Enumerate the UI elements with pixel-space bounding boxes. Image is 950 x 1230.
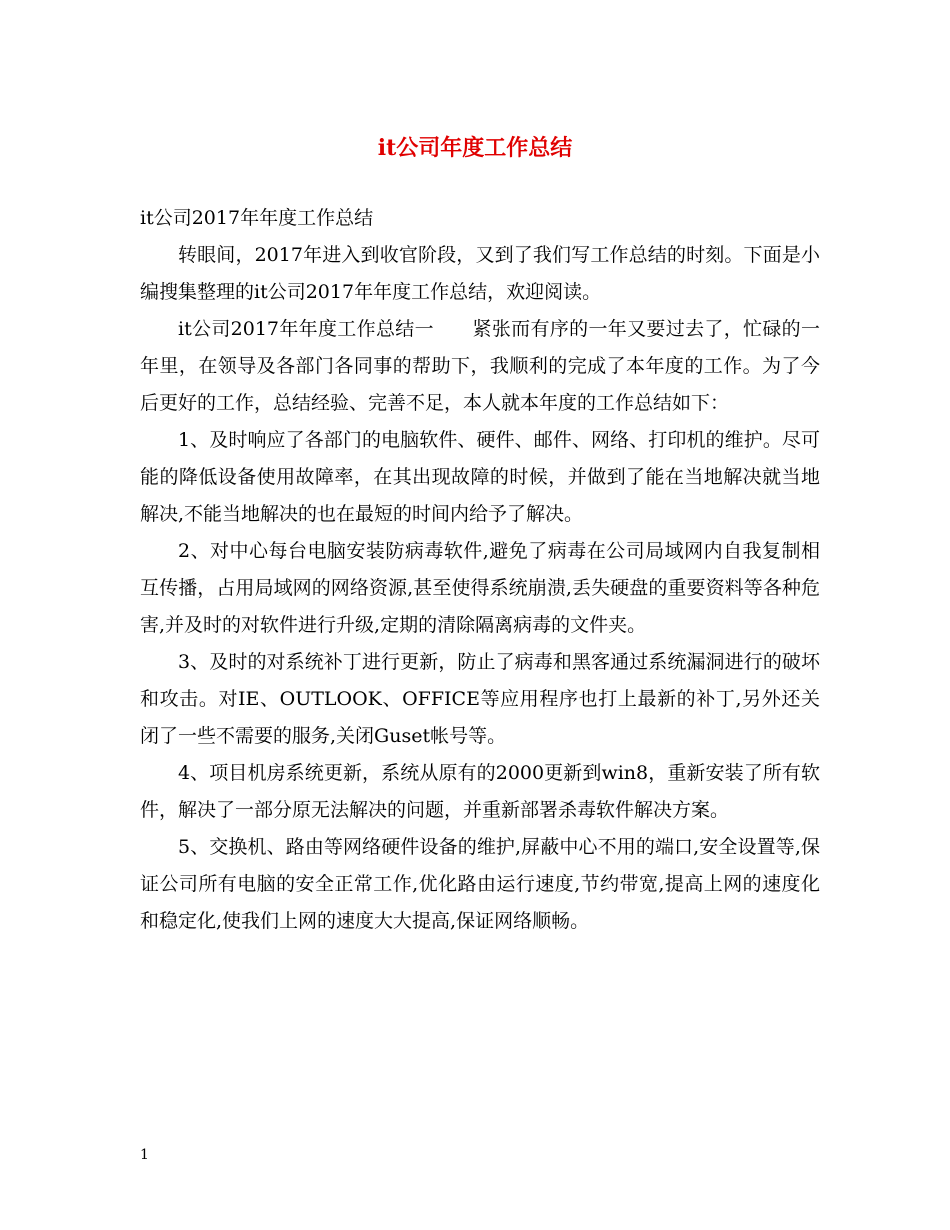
paragraph-item-1: 1、及时响应了各部门的电脑软件、硬件、邮件、网络、打印机的维护。尽可能的降低设备使用故障率，在其出现故障的时候，并做到了能在当地解决就当地解决,不能当地解决的也在最短的时间内给予了解决。 (140, 429, 820, 525)
document-title: it公司年度工作总结 (377, 135, 573, 161)
paragraph-subtitle: it公司2017年年度工作总结 (140, 207, 374, 229)
paragraph-item-4: 4、项目机房系统更新，系统从原有的2000更新到win8，重新安装了所有软件，解决了一部分原无法解决的问题，并重新部署杀毒软件解决方案。 (140, 762, 820, 821)
paragraph-summary-one: it公司2017年年度工作总结一 紧张而有序的一年又要过去了，忙碌的一年里，在领导及各部门各同事的帮助下，我顺利的完成了本年度的工作。为了今后更好的工作，总结经验、完善不足，本人就本年度的工作总结如下： (140, 318, 820, 414)
paragraph-item-5: 5、交换机、路由等网络硬件设备的维护,屏蔽中心不用的端口,安全设置等,保证公司所有电脑的安全正常工作,优化路由运行速度,节约带宽,提高上网的速度化和稳定化,使我们上网的速度大大提高,保证网络顺畅。 (140, 836, 820, 932)
paragraph-item-3: 3、及时的对系统补丁进行更新，防止了病毒和黑客通过系统漏洞进行的破坏和攻击。对IE、OUTLOOK、OFFICE等应用程序也打上最新的补丁,另外还关闭了一些不需要的服务,关闭Guset帐号等。 (140, 651, 820, 747)
paragraph-intro: 转眼间，2017年进入到收官阶段，又到了我们写工作总结的时刻。下面是小编搜集整理的it公司2017年年度工作总结，欢迎阅读。 (140, 244, 820, 303)
document-body (140, 200, 820, 940)
page-number: 1 (140, 1147, 149, 1163)
paragraph-item-2: 2、对中心每台电脑安装防病毒软件,避免了病毒在公司局域网内自我复制相互传播，占用局域网的网络资源,甚至使得系统崩溃,丢失硬盘的重要资料等各种危害,并及时的对软件进行升级,定期的清除隔离病毒的文件夹。 (140, 540, 820, 636)
